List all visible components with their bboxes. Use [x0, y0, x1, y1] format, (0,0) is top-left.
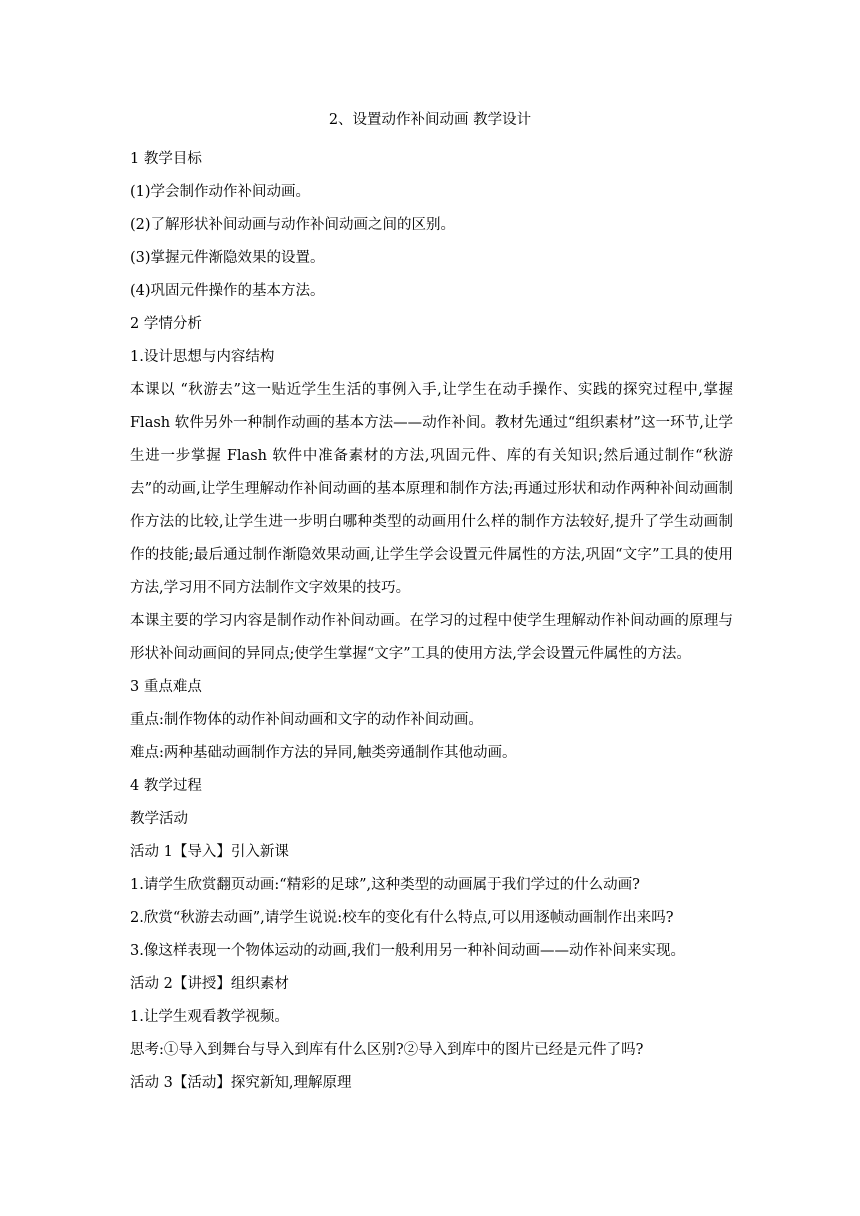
- activity-heading: 活动 2【讲授】组织素材: [130, 976, 289, 992]
- activity-item: 思考:①导入到舞台与导入到库有什么区别?②导入到库中的图片已经是元件了吗?: [130, 1042, 644, 1058]
- content-paragraph: 本课主要的学习内容是制作动作补间动画。在学习的过程中使学生理解动作补间动画的原理与形状补间动画间的异同点;使学生掌握“文字”工具的使用方法,学会设置元件属性的方法。: [130, 613, 733, 662]
- section-heading-goals: 1 教学目标: [130, 151, 202, 167]
- activities-label: 教学活动: [130, 811, 188, 827]
- section-heading-key-points: 3 重点难点: [130, 679, 202, 695]
- activity-item: 3.像这样表现一个物体运动的动画,我们一般利用另一种补间动画——动作补间来实现。: [130, 943, 685, 959]
- goal-item: (3)掌握元件渐隐效果的设置。: [130, 250, 325, 266]
- goal-item: (2)了解形状补间动画与动作补间动画之间的区别。: [130, 217, 456, 233]
- design-paragraph: 本课以 “秋游去”这一贴近学生生活的事例入手,让学生在动手操作、实践的探究过程中,掌握Flash 软件另外一种制作动画的基本方法——动作补间。教材先通过“组织素材”这一环节,让学生进一步掌握 Flash 软件中准备素材的方法,巩固元件、库的有关知识;然后通过制作“秋游去”的动画,让学生理解动作补间动画的基本原理和制作方法;再通过形状和动作两种补间动画制作方法的比较,让学生进一步明白哪种类型的动画用什么样的制作方法较好,提升了学生动画制作的技能;最后通过制作渐隐效果动画,让学生学会设置元件属性的方法,巩固“文字”工具的使用方法,学习用不同方法制作文字效果的技巧。: [130, 382, 733, 596]
- goal-item: (4)巩固元件操作的基本方法。: [130, 283, 325, 299]
- activity-heading: 活动 1【导入】引入新课: [130, 844, 289, 860]
- goal-item: (1)学会制作动作补间动画。: [130, 184, 311, 200]
- activity-item: 2.欣赏“秋游去动画”,请学生说说:校车的变化有什么特点,可以用逐帧动画制作出来吗?: [130, 910, 674, 926]
- section-heading-process: 4 教学过程: [130, 778, 202, 794]
- activity-item: 1.让学生观看教学视频。: [130, 1009, 289, 1025]
- document-title: 2、设置动作补间动画 教学设计: [328, 112, 532, 128]
- section-heading-analysis: 2 学情分析: [130, 316, 202, 332]
- activity-heading: 活动 3【活动】探究新知,理解原理: [130, 1075, 352, 1091]
- subheading-design: 1.设计思想与内容结构: [130, 349, 275, 365]
- key-point-text: 重点:制作物体的动作补间动画和文字的动作补间动画。: [130, 712, 483, 728]
- document-body: [130, 143, 733, 1100]
- difficulty-text: 难点:两种基础动画制作方法的异同,触类旁通制作其他动画。: [130, 745, 517, 761]
- activity-item: 1.请学生欣赏翻页动画:“精彩的足球”,这种类型的动画属于我们学过的什么动画?: [130, 877, 640, 893]
